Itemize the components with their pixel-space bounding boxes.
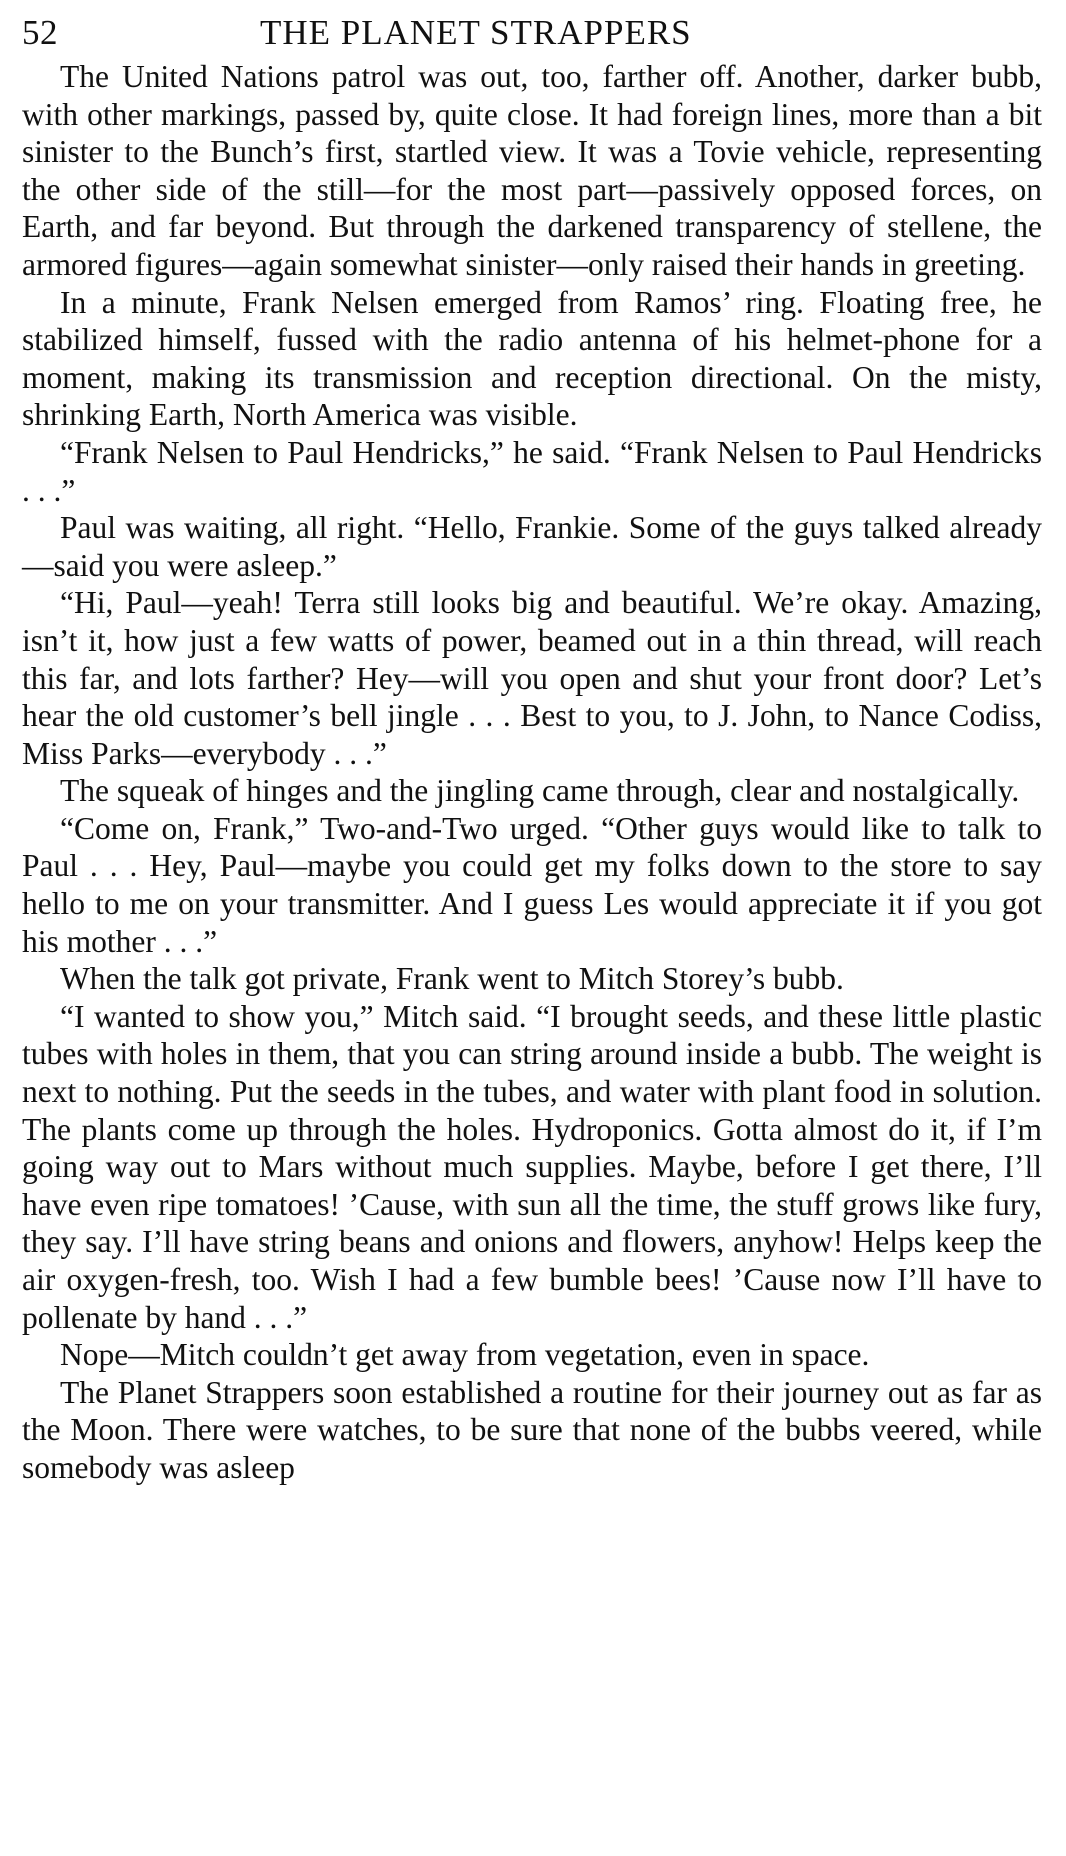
paragraph-3: “Frank Nelsen to Paul Hendricks,” he said. “Frank Nelsen to Paul Hendricks . . .” (22, 434, 1042, 508)
body-text (22, 58, 1042, 1487)
paragraph-7: “Come on, Frank,” Two-and-Two urged. “Other guys would like to talk to Paul . . . Hey, Paul—maybe you could get my folks down to the store to say hello to me on your transmitter. And I guess Les would appreciate it if you got his mother . . .” (22, 810, 1042, 959)
page-number: 52 (22, 13, 58, 52)
paragraph-1: The United Nations patrol was out, too, farther off. Another, darker bubb, with other markings, passed by, quite close. It had foreign lines, more than a bit sinister to the Bunch’s first, startled view. It was a Tovie vehicle, representing the other side of the still—for the most part—passively opposed forces, on Earth, and far beyond. But through the darkened transparency of stellene, the armored figures—again somewhat sinister—only raised their hands in greeting. (22, 59, 1042, 282)
book-page (22, 10, 1042, 1487)
paragraph-5: “Hi, Paul—yeah! Terra still looks big and beautiful. We’re okay. Amazing, isn’t it, how just a few watts of power, beamed out in a thin thread, will reach this far, and lots farther? Hey—will you open and shut your front door? Let’s hear the old customer’s bell jingle . . . Best to you, to J. John, to Nance Codiss, Miss Parks—everybody . . .” (22, 585, 1042, 771)
paragraph-4: Paul was waiting, all right. “Hello, Frankie. Some of the guys talked already—said you were asleep.” (22, 510, 1042, 583)
paragraph-11: The Planet Strappers soon established a routine for their journey out as far as the Moon. There were watches, to be sure that none of the bubbs veered, while somebody was asleep (22, 1374, 1042, 1485)
paragraph-8: When the talk got private, Frank went to Mitch Storey’s bubb. (60, 961, 844, 997)
running-head (22, 10, 1042, 56)
book-title: THE PLANET STRAPPERS (260, 13, 692, 52)
paragraph-9: “I wanted to show you,” Mitch said. “I brought seeds, and these little plastic tubes with holes in them, that you can string around inside a bubb. The weight is next to nothing. Put the seeds in the tubes, and water with plant food in solution. The plants come up through the holes. Hydroponics. Gotta almost do it, if I’m going way out to Mars without much supplies. Maybe, before I get there, I’ll have even ripe tomatoes! ’Cause, with sun all the time, the stuff grows like fury, they say. I’ll have string beans and onions and flowers, anyhow! Helps keep the air oxygen-fresh, too. Wish I had a few bumble bees! ’Cause now I’ll have to pollenate by hand . . .” (22, 998, 1042, 1335)
paragraph-6: The squeak of hinges and the jingling came through, clear and nostalgically. (60, 773, 1020, 809)
paragraph-10: Nope—Mitch couldn’t get away from vegetation, even in space. (60, 1337, 870, 1373)
paragraph-2: In a minute, Frank Nelsen emerged from Ramos’ ring. Floating free, he stabilized himself, fussed with the radio antenna of his helmet-phone for a moment, making its transmission and reception directional. On the misty, shrinking Earth, North America was visible. (22, 284, 1042, 433)
